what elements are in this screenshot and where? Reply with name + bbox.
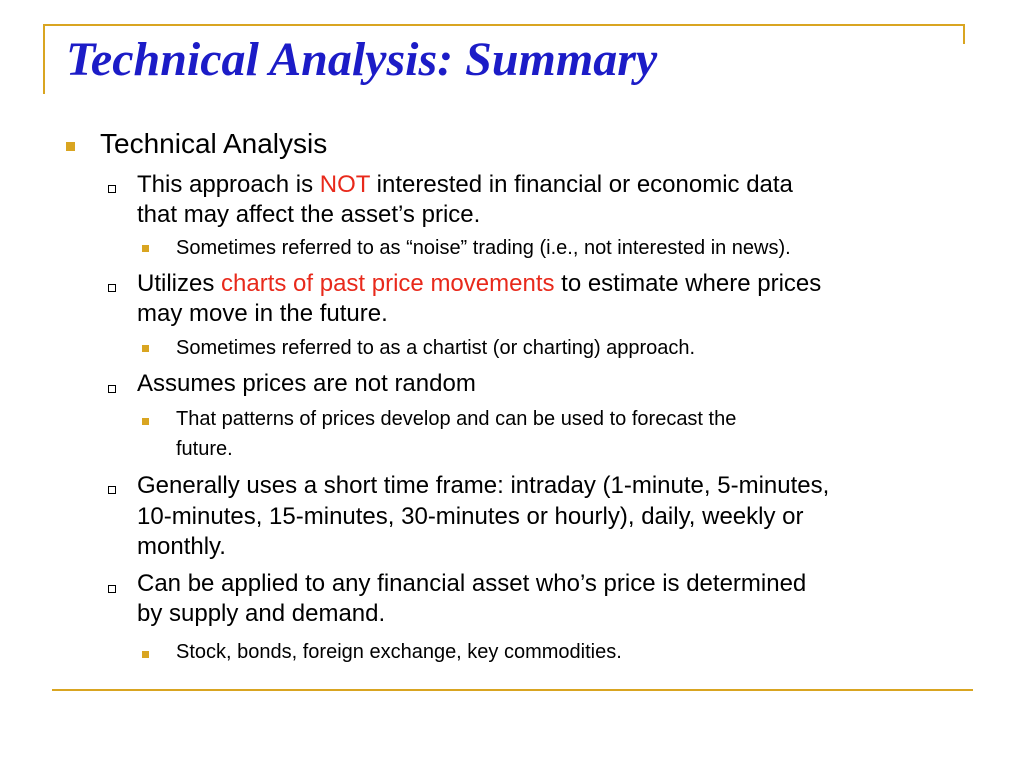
heading-text: Technical Analysis: [100, 128, 328, 159]
sub-item-text-line1: That patterns of prices develop and can be used to forecast the: [176, 408, 737, 430]
item-text-line1: This approach is NOT interested in financial or economic data: [137, 171, 793, 198]
item-text-line1: Assumes prices are not random: [137, 370, 476, 397]
sub-item-text: Sometimes referred to as a chartist (or charting) approach.: [176, 337, 696, 359]
emphasis-text: charts of past price movements: [221, 270, 555, 297]
square-bullet-icon: [66, 142, 75, 151]
item-text-line1: Generally uses a short time frame: intraday (1-minute, 5-minutes,: [137, 472, 830, 499]
item-text-line2: that may affect the asset’s price.: [137, 201, 481, 228]
emphasis-text: NOT: [319, 171, 370, 198]
square-bullet-icon: [142, 345, 149, 352]
item-text-line3: monthly.: [137, 533, 226, 560]
item-text-line1: Utilizes charts of past price movements to estimate where prices: [137, 270, 822, 297]
frame-top-rule: [43, 24, 965, 26]
square-bullet-icon: [142, 651, 149, 658]
hollow-square-bullet-icon: [108, 185, 116, 193]
item-text-line1: Can be applied to any financial asset who’s price is determined: [137, 570, 807, 597]
hollow-square-bullet-icon: [108, 385, 116, 393]
frame-left-rule: [43, 24, 45, 94]
slide-title: Technical Analysis: Summary: [66, 33, 658, 86]
frame-right-rule: [963, 24, 965, 44]
square-bullet-icon: [142, 245, 149, 252]
item-text-line2: by supply and demand.: [137, 600, 386, 627]
footer-rule: [52, 689, 973, 691]
sub-item-text: Stock, bonds, foreign exchange, key commodities.: [176, 641, 622, 663]
hollow-square-bullet-icon: [108, 486, 116, 494]
hollow-square-bullet-icon: [108, 585, 116, 593]
sub-item-text-line2: future.: [176, 438, 233, 460]
item-text-line2: may move in the future.: [137, 300, 388, 327]
sub-item-text: Sometimes referred to as “noise” trading (i.e., not interested in news).: [176, 237, 791, 259]
item-text-line2: 10-minutes, 15-minutes, 30-minutes or hourly), daily, weekly or: [137, 503, 804, 530]
square-bullet-icon: [142, 418, 149, 425]
hollow-square-bullet-icon: [108, 284, 116, 292]
